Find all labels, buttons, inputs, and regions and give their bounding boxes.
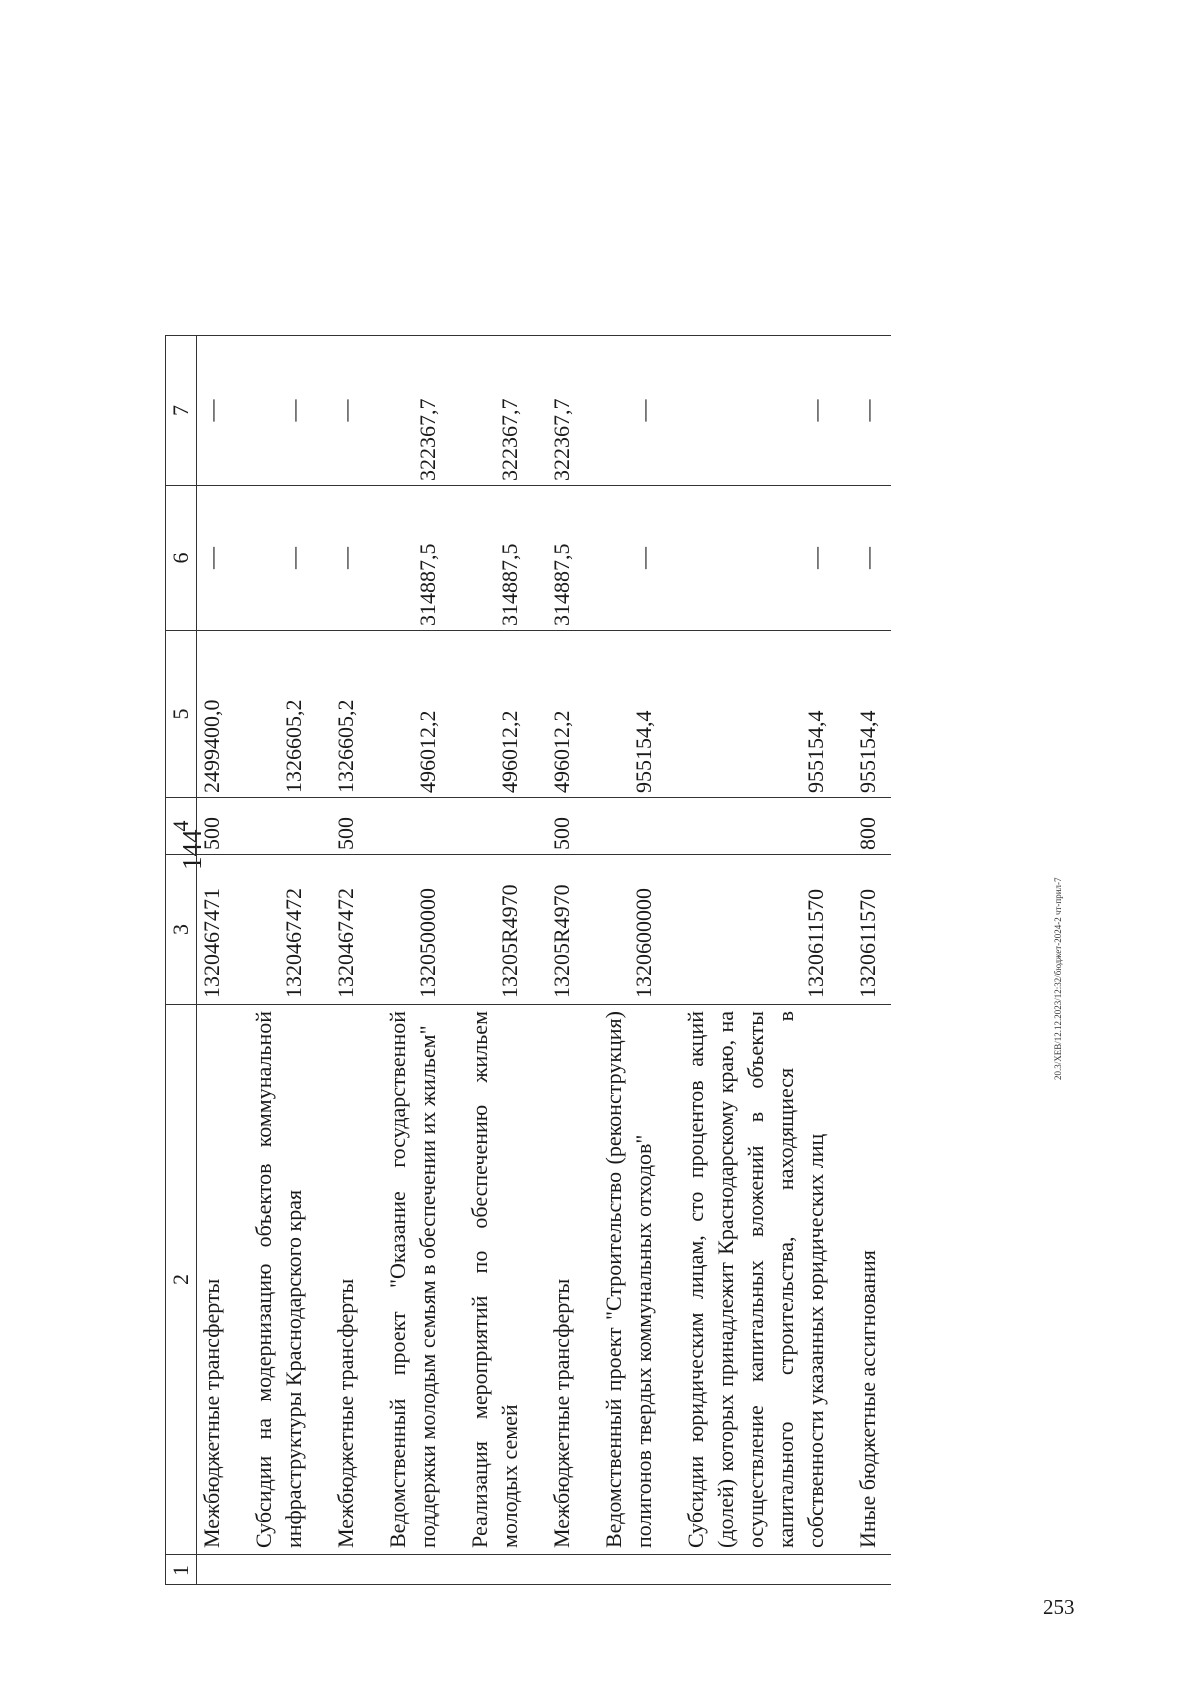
- row-name: Субсидии юридическим лицам, сто процентов акций (долей) которых принадлежит Краснодарскому краю, на осуществление капитальных вложений в объекты капитального строительства, находящиеся в собственности указанных юридических лиц: [681, 1005, 831, 1555]
- footer-page-number: 253: [1043, 1595, 1075, 1619]
- table-row: [331, 336, 361, 1585]
- row-name: Межбюджетные трансферты: [547, 1005, 577, 1555]
- row-code: 1320611570: [681, 855, 831, 1005]
- row-sum-2: —: [331, 486, 361, 631]
- table-row: [599, 336, 659, 1585]
- row-sum-2: 314887,5: [547, 486, 577, 631]
- row-sum-3: 322367,7: [383, 336, 443, 486]
- row-sum-3: 322367,7: [547, 336, 577, 486]
- row-sum-1: 496012,2: [465, 631, 525, 798]
- row-name: Ведомственный проект "Строительство (реконструкция) полигонов твердых коммунальных отходов": [599, 1005, 659, 1555]
- row-sum-1: 955154,4: [599, 631, 659, 798]
- header-row: [166, 336, 197, 1585]
- row-name: Ведомственный проект "Оказание государственной поддержки молодым семьям в обеспечении их жильем": [383, 1005, 443, 1555]
- row-vr: [465, 798, 525, 855]
- row-name: Субсидии на модернизацию объектов коммунальной инфраструктуры Краснодарского края: [249, 1005, 309, 1555]
- row-vr: [599, 798, 659, 855]
- header-cell: 4: [166, 798, 197, 855]
- row-vr: [383, 798, 443, 855]
- row-sum-3: —: [853, 336, 883, 486]
- header-cell: 3: [166, 855, 197, 1005]
- row-sum-3: —: [249, 336, 309, 486]
- row-sum-2: 314887,5: [383, 486, 443, 631]
- row-vr: [249, 798, 309, 855]
- header-cell: 2: [166, 1005, 197, 1555]
- row-sum-2: —: [197, 486, 228, 631]
- row-sum-3: —: [197, 336, 228, 486]
- row-vr: 500: [547, 798, 577, 855]
- row-sum-1: 1326605,2: [331, 631, 361, 798]
- row-sum-2: 314887,5: [465, 486, 525, 631]
- row-sum-1: 2499400,0: [197, 631, 228, 798]
- row-vr: 500: [331, 798, 361, 855]
- row-code: 1320467472: [249, 855, 309, 1005]
- row-sum-2: —: [599, 486, 659, 631]
- row-sum-2: —: [853, 486, 883, 631]
- row-code: 1320467472: [331, 855, 361, 1005]
- table-row: [853, 336, 883, 1585]
- rotated-page-content: [165, 0, 1165, 1585]
- row-code: 1320611570: [853, 855, 883, 1005]
- row-code: 1320467471: [197, 855, 228, 1005]
- row-sum-1: 496012,2: [383, 631, 443, 798]
- table-row: [383, 336, 443, 1585]
- table-row: [197, 336, 228, 1585]
- row-sum-3: —: [599, 336, 659, 486]
- row-sum-1: 496012,2: [547, 631, 577, 798]
- header-cell: 6: [166, 486, 197, 631]
- row-sum-2: —: [249, 486, 309, 631]
- budget-table: [165, 335, 891, 1585]
- row-name: Межбюджетные трансферты: [197, 1005, 228, 1555]
- table-row: [547, 336, 577, 1585]
- document-code: 20.3/XEB/12.12.2023/12:32/бюджет-2024-2 чт-прил-7: [1053, 877, 1063, 1080]
- row-vr: 500: [197, 798, 228, 855]
- row-vr: [681, 798, 831, 855]
- table-row: [249, 336, 309, 1585]
- page-number: 144: [177, 829, 207, 870]
- row-vr: 800: [853, 798, 883, 855]
- header-cell: 1: [166, 1555, 197, 1585]
- table-row: [681, 336, 831, 1585]
- row-name: Межбюджетные трансферты: [331, 1005, 361, 1555]
- row-sum-2: —: [681, 486, 831, 631]
- table-row: [465, 336, 525, 1585]
- row-code: 1320600000: [599, 855, 659, 1005]
- row-code: 13205R4970: [465, 855, 525, 1005]
- row-sum-1: 955154,4: [853, 631, 883, 798]
- row-sum-3: 322367,7: [465, 336, 525, 486]
- row-name: Иные бюджетные ассигнования: [853, 1005, 883, 1555]
- row-name: Реализация мероприятий по обеспечению жильем молодых семей: [465, 1005, 525, 1555]
- row-code: 13205R4970: [547, 855, 577, 1005]
- row-code: 1320500000: [383, 855, 443, 1005]
- row-sum-1: 1326605,2: [249, 631, 309, 798]
- header-cell: 7: [166, 336, 197, 486]
- header-cell: 5: [166, 631, 197, 798]
- row-sum-3: —: [331, 336, 361, 486]
- row-sum-1: 955154,4: [681, 631, 831, 798]
- row-sum-3: —: [681, 336, 831, 486]
